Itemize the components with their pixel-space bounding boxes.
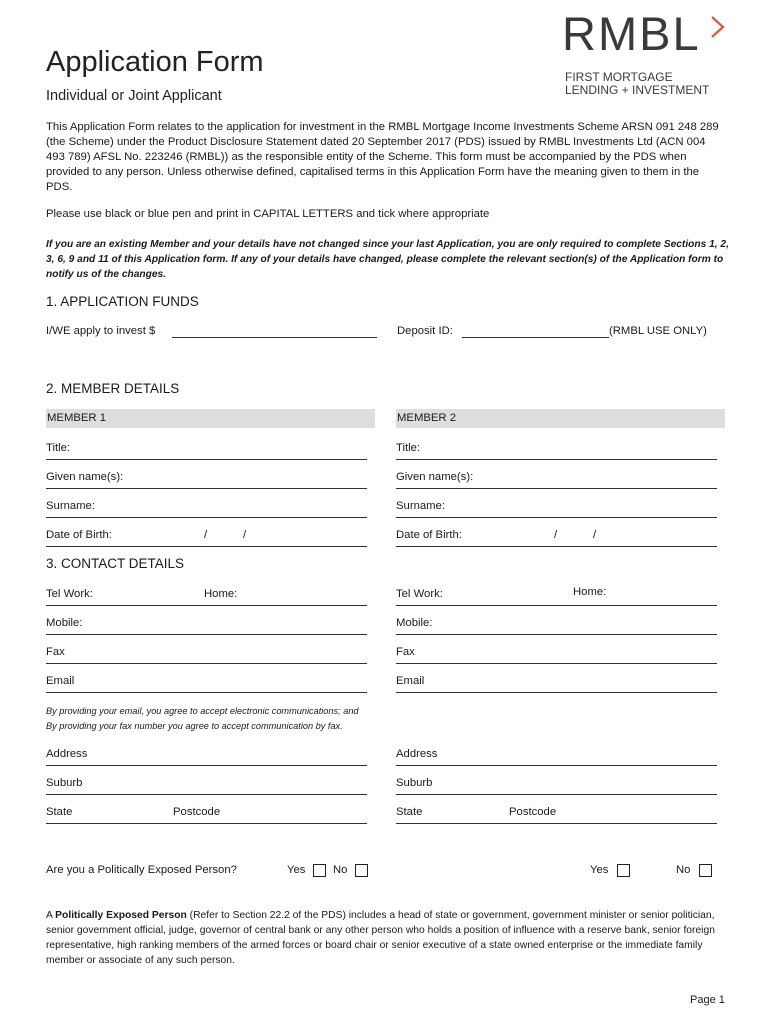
email-label: Email	[46, 675, 75, 687]
member-2-given-name-field[interactable]	[396, 469, 717, 489]
page-subtitle: Individual or Joint Applicant	[46, 88, 222, 104]
pep-yes-label: Yes	[590, 864, 609, 876]
invest-amount-field[interactable]	[172, 337, 377, 338]
member-1-fax-field[interactable]	[46, 644, 367, 664]
invest-label: I/WE apply to invest $	[46, 325, 156, 337]
given-name-label: Given name(s):	[46, 471, 124, 483]
surname-label: Surname:	[46, 500, 95, 512]
member-1-given-name-field[interactable]	[46, 469, 367, 489]
address-label: Address	[396, 748, 438, 760]
member-2-pep-no-checkbox[interactable]	[699, 864, 712, 877]
pep-question: Are you a Politically Exposed Person?	[46, 864, 237, 876]
member-2-pep-yes-checkbox[interactable]	[617, 864, 630, 877]
member-2-surname-field[interactable]	[396, 498, 717, 518]
pep-no-label: No	[676, 864, 691, 876]
member-2-state-field[interactable]	[396, 804, 717, 824]
suburb-label: Suburb	[396, 777, 433, 789]
member-2-fax-field[interactable]	[396, 644, 717, 664]
dob-separator: /	[554, 529, 558, 541]
deposit-id-label: Deposit ID:	[397, 325, 453, 337]
home-label: Home:	[204, 588, 238, 600]
member-2-tel-field[interactable]	[396, 586, 717, 606]
deposit-id-field[interactable]	[462, 337, 609, 338]
member-1-pep-no-checkbox[interactable]	[355, 864, 368, 877]
email-consent-note: By providing your email, you agree to accept electronic communications; and	[46, 706, 359, 716]
pep-definition: A Politically Exposed Person (Refer to Section 22.2 of the PDS) includes a head of state or government, government minister or senior politician, senior government official, judge, governor of central bank or any other person who holds a position of influence with a reserve bank, senior foreign representative, high ranking members of the armed forces or board chair or senior executive of a state owned enterprise or the immediate family member or associate of any such person.	[46, 910, 715, 966]
member-2-address-field[interactable]	[396, 746, 717, 766]
state-label: State	[46, 806, 73, 818]
page-title: Application Form	[46, 46, 264, 78]
mobile-label: Mobile:	[396, 617, 433, 629]
given-name-label: Given name(s):	[396, 471, 474, 483]
logo-tagline-2: LENDING + INVESTMENT	[565, 83, 710, 97]
pep-yes-label: Yes	[287, 864, 306, 876]
postcode-label: Postcode	[509, 806, 557, 818]
section-1-title: 1. APPLICATION FUNDS	[46, 294, 199, 309]
section-3-title: 3. CONTACT DETAILS	[46, 556, 185, 571]
dob-separator: /	[593, 529, 597, 541]
intro-paragraph: This Application Form relates to the application for investment in the RMBL Mortgage Income Investments Scheme ARSN 091 248 289 (the Scheme) under the Product Disclosure Statement dated 20 September 2017 (PDS) issued by RMBL Investments Ltd (ACN 004 493 789) AFSL No. 223246 (RMBL)) as the responsible entity of the Scheme. This form must be accompanied by the PDS when provided to any person. Unless otherwise defined, capitalised terms in this Application Form have the meaning given to them in the PDS.	[46, 121, 719, 193]
tel-work-label: Tel Work:	[46, 588, 93, 600]
logo-chevron-icon	[708, 14, 728, 40]
existing-member-note: If you are an existing Member and your details have not changed since your last Application, you are only required to complete Sections 1, 2, 3, 6, 9 and 11 of this Application form. If any of your details have changed, please complete the relevant section(s) of the Application form to notify us of the changes.	[46, 239, 729, 280]
postcode-label: Postcode	[173, 806, 221, 818]
pep-no-label: No	[333, 864, 348, 876]
home-label: Home:	[573, 586, 607, 598]
mobile-label: Mobile:	[46, 617, 83, 629]
member-1-dob-field[interactable]	[46, 527, 367, 547]
member-2-dob-field[interactable]	[396, 527, 717, 547]
logo-wordmark: RMBL	[562, 7, 701, 60]
dob-label: Date of Birth:	[46, 529, 112, 541]
tel-work-label: Tel Work:	[396, 588, 443, 600]
dob-separator: /	[243, 529, 247, 541]
address-label: Address	[46, 748, 88, 760]
member-1-mobile-field[interactable]	[46, 615, 367, 635]
surname-label: Surname:	[396, 500, 445, 512]
member-1-tel-field[interactable]	[46, 586, 367, 606]
member-2-mobile-field[interactable]	[396, 615, 717, 635]
pep-term: Politically Exposed Person	[55, 910, 187, 921]
member-1-address-field[interactable]	[46, 746, 367, 766]
member-1-pep-yes-checkbox[interactable]	[313, 864, 326, 877]
member-2-title-field[interactable]	[396, 440, 717, 460]
fax-consent-note: By providing your fax number you agree to accept communication by fax.	[46, 721, 343, 731]
fax-label: Fax	[46, 646, 65, 658]
dob-separator: /	[204, 529, 208, 541]
member-1-state-field[interactable]	[46, 804, 367, 824]
instruction-text: Please use black or blue pen and print in CAPITAL LETTERS and tick where appropriate	[46, 208, 490, 220]
title-label: Title:	[46, 442, 71, 454]
fax-label: Fax	[396, 646, 415, 658]
title-label: Title:	[396, 442, 421, 454]
section-2-title: 2. MEMBER DETAILS	[46, 381, 180, 396]
dob-label: Date of Birth:	[396, 529, 462, 541]
member-1-title-field[interactable]	[46, 440, 367, 460]
member-1-suburb-field[interactable]	[46, 775, 367, 795]
deposit-id-suffix: (RMBL USE ONLY)	[609, 325, 707, 337]
member-1-surname-field[interactable]	[46, 498, 367, 518]
member-2-header: MEMBER 2	[396, 409, 725, 428]
email-label: Email	[396, 675, 425, 687]
member-2-email-field[interactable]	[396, 673, 717, 693]
member-1-header: MEMBER 1	[46, 409, 375, 428]
page-number: Page 1	[690, 994, 725, 1006]
state-label: State	[396, 806, 423, 818]
logo-tagline-1: FIRST MORTGAGE	[565, 70, 673, 84]
member-2-suburb-field[interactable]	[396, 775, 717, 795]
suburb-label: Suburb	[46, 777, 83, 789]
member-1-email-field[interactable]	[46, 673, 367, 693]
